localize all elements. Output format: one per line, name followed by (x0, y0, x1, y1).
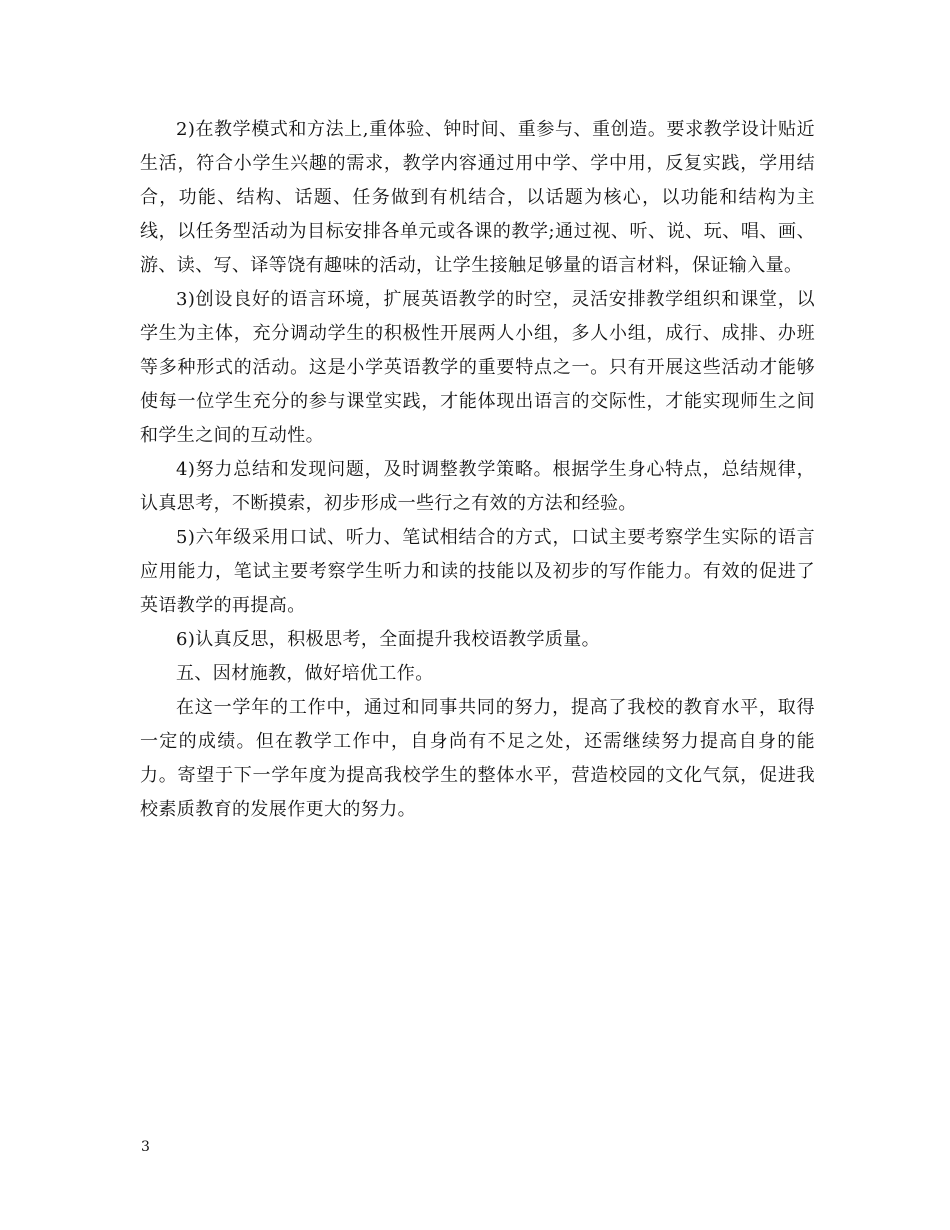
paragraph-summarize-problems: 4)努力总结和发现问题，及时调整教学策略。根据学生身心特点，总结规律，认真思考，不断摸索，初步形成一些行之有效的方法和经验。 (140, 459, 815, 514)
paragraph-reflection: 6)认真反思，积极思考，全面提升我校语教学质量。 (176, 629, 601, 650)
paragraph-grade-six-assessment: 5)六年级采用口试、听力、笔试相结合的方式，口试主要考察学生实际的语言应用能力，笔试主要考察学生听力和读的技能以及初步的写作能力。有效的促进了英语教学的再提高。 (140, 527, 815, 616)
paragraph-teaching-methods: 2)在教学模式和方法上,重体验、钟时间、重参与、重创造。要求教学设计贴近生活，符合小学生兴趣的需求，教学内容通过用中学、学中用，反复实践，学用结合，功能、结构、话题、任务做到有机结合，以话题为核心，以功能和结构为主线，以任务型活动为目标安排各单元或各课的教学;通过视、听、说、玩、唱、画、游、读、写、译等饶有趣味的活动，让学生接触足够量的语言材料，保证输入量。 (140, 119, 815, 276)
paragraph-language-environment: 3)创设良好的语言环境，扩展英语教学的时空，灵活安排教学组织和课堂，以学生为主体，充分调动学生的积极性开展两人小组，多人小组，成行、成排、办班等多种形式的活动。这是小学英语教学的重要特点之一。只有开展这些活动才能够使每一位学生充分的参与课堂实践，才能体现出语言的交际性，才能实现师生之间和学生之间的互动性。 (140, 289, 815, 446)
document-body (140, 113, 815, 827)
section-heading-teaching-aptitude: 五、因材施教，做好培优工作。 (176, 663, 434, 684)
paragraph-conclusion: 在这一学年的工作中，通过和同事共同的努力，提高了我校的教育水平，取得一定的成绩。但在教学工作中，自身尚有不足之处，还需继续努力提高自身的能力。寄望于下一学年度为提高我校学生的整体水平，营造校园的文化气氛，促进我校素质教育的发展作更大的努力。 (140, 697, 815, 820)
page-number: 3 (141, 1139, 150, 1155)
